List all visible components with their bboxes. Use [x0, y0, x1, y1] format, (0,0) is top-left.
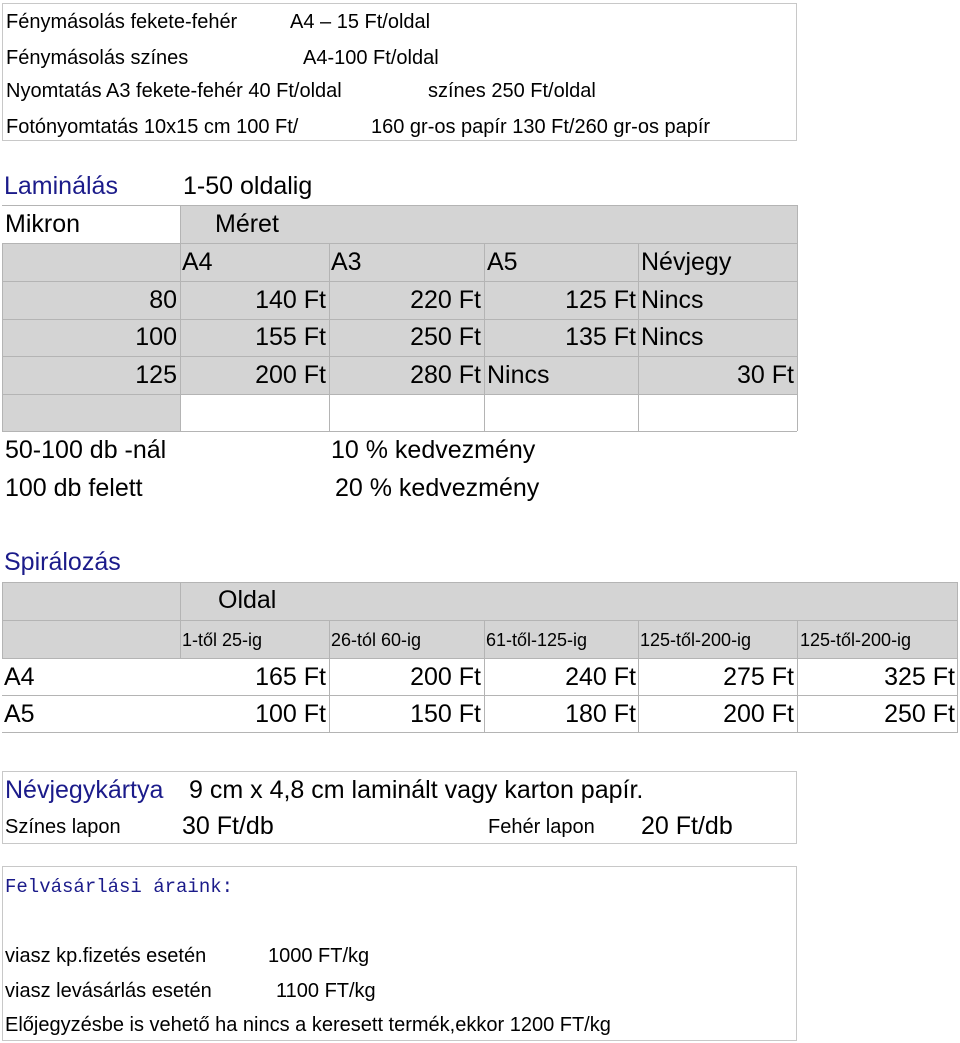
photo-print-paper: 160 gr-os papír 130 Ft/260 gr-os papír [371, 116, 711, 138]
business-card-title: Névjegykártya [5, 776, 164, 804]
spiral-col-2: 26-tól 60-ig [331, 630, 422, 650]
wax-credit-label: viasz levásárlás esetén [5, 980, 212, 1002]
spiral-col-3: 61-től-125-ig [486, 630, 588, 650]
wax-cash-price: 1000 FT/kg [268, 945, 370, 967]
lam-row-a4: 140 Ft [255, 286, 326, 314]
color-paper-label: Színes lapon [5, 816, 121, 838]
spiral-a5-price: 100 Ft [255, 700, 326, 728]
lam-row-a4: 155 Ft [255, 323, 326, 351]
spiral-row-a4-label: A4 [4, 663, 35, 691]
lam-row-mikron: 125 [135, 361, 177, 389]
copy-color-label: Fénymásolás színes [6, 47, 189, 69]
print-a3-color: színes 250 Ft/oldal [428, 80, 596, 102]
lam-col-nevjegy: Névjegy [641, 248, 732, 276]
lam-col-a4: A4 [182, 248, 213, 276]
lam-row-mikron: 80 [149, 286, 177, 314]
spiral-a5-price: 200 Ft [723, 700, 794, 728]
photo-print-label: Fotónyomtatás 10x15 cm 100 Ft/ [6, 116, 299, 138]
copy-bw-price: A4 – 15 Ft/oldal [290, 11, 431, 33]
spiral-a4-price: 325 Ft [884, 663, 955, 691]
spiral-col-5: 125-től-200-ig [800, 630, 912, 650]
lam-row-a3: 250 Ft [410, 323, 481, 351]
business-card-desc: 9 cm x 4,8 cm laminált vagy karton papír. [189, 776, 644, 804]
spiral-a5-price: 180 Ft [565, 700, 636, 728]
lam-row-a3: 220 Ft [410, 286, 481, 314]
lam-row-nevjegy: 30 Ft [737, 361, 794, 389]
spiral-a4-price: 240 Ft [565, 663, 636, 691]
color-paper-price: 30 Ft/db [182, 812, 274, 840]
lam-row-nevjegy: Nincs [641, 323, 704, 351]
spiral-pages-label: Oldal [218, 586, 277, 614]
copy-bw-label: Fénymásolás fekete-fehér [6, 11, 238, 33]
lam-row-nevjegy: Nincs [641, 286, 704, 314]
spiral-a4-price: 165 Ft [255, 663, 326, 691]
lam-row-a5: 125 Ft [565, 286, 636, 314]
spiral-col-4: 125-től-200-ig [640, 630, 752, 650]
lamination-title: Laminálás [4, 172, 118, 200]
discount-2-label: 100 db felett [5, 474, 143, 502]
lam-row-a5: Nincs [487, 361, 550, 389]
lam-row-a4: 200 Ft [255, 361, 326, 389]
spiral-col-1: 1-től 25-ig [182, 630, 263, 650]
wax-cash-label: viasz kp.fizetés esetén [5, 945, 207, 967]
preorder-note: Előjegyzésbe is vehető ha nincs a keresett termék,ekkor 1200 FT/kg [5, 1014, 611, 1036]
white-paper-price: 20 Ft/db [641, 812, 733, 840]
print-a3-label: Nyomtatás A3 fekete-fehér 40 Ft/oldal [6, 80, 342, 102]
lam-size-label: Méret [215, 210, 279, 238]
spiral-a5-price: 150 Ft [410, 700, 481, 728]
discount-2-value: 20 % kedvezmény [335, 474, 540, 502]
spiral-a5-price: 250 Ft [884, 700, 955, 728]
spiral-row-a5-label: A5 [4, 700, 35, 728]
lam-col-a3: A3 [331, 248, 362, 276]
buyback-title: Felvásárlási áraink: [5, 876, 234, 898]
wax-credit-price: 1100 FT/kg [276, 980, 376, 1002]
white-paper-label: Fehér lapon [488, 816, 595, 838]
discount-1-value: 10 % kedvezmény [331, 436, 536, 464]
lam-row-mikron: 100 [135, 323, 177, 351]
lam-row-a3: 280 Ft [410, 361, 481, 389]
spiral-title: Spirálozás [4, 548, 121, 576]
spiral-a4-price: 200 Ft [410, 663, 481, 691]
discount-1-label: 50-100 db -nál [5, 436, 167, 464]
lam-row-a5: 135 Ft [565, 323, 636, 351]
lam-col-a5: A5 [487, 248, 518, 276]
lamination-range: 1-50 oldalig [183, 172, 313, 200]
spiral-a4-price: 275 Ft [723, 663, 794, 691]
lam-mikron-label: Mikron [5, 210, 81, 238]
copy-color-price: A4-100 Ft/oldal [303, 47, 439, 69]
